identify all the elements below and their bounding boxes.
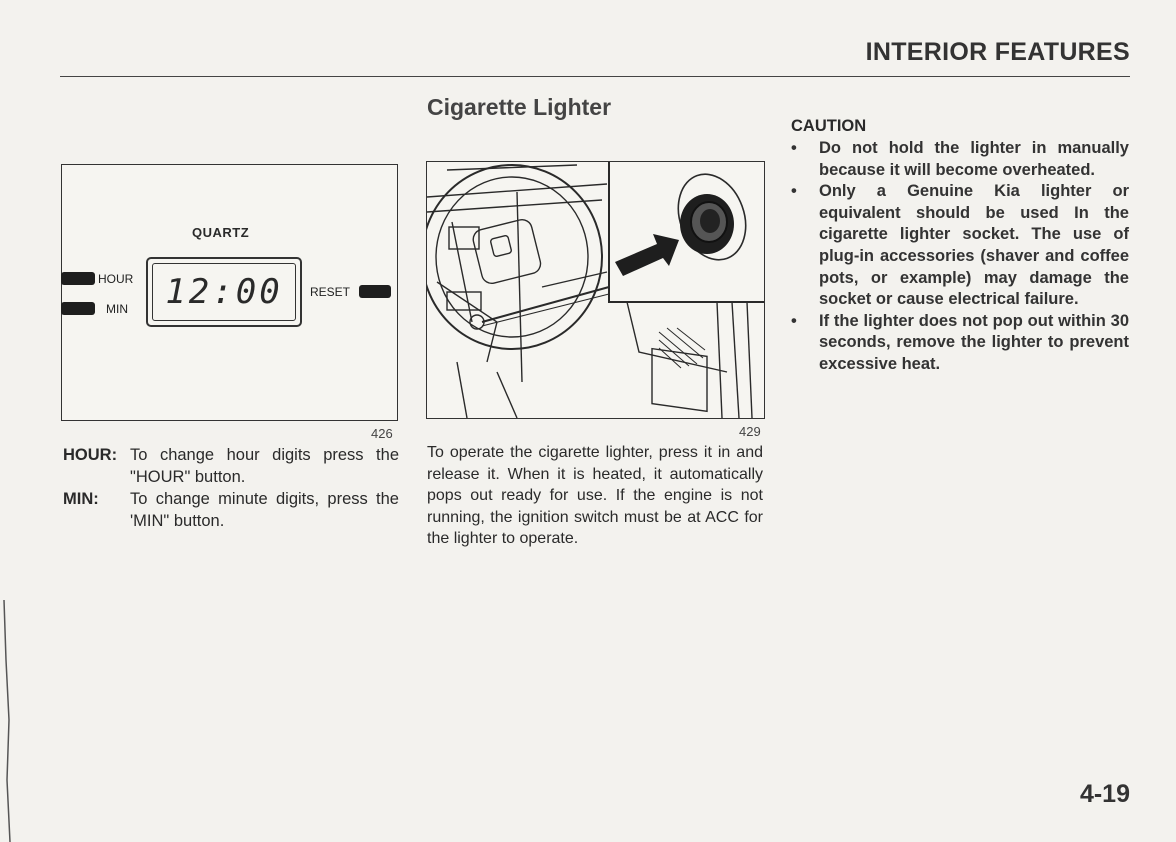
page-heading: Cigarette Lighter <box>427 94 612 120</box>
caution-list <box>791 138 1129 376</box>
lighter-illustration <box>426 161 765 419</box>
header-rule <box>60 76 1130 77</box>
caution-item <box>791 181 1129 311</box>
bullet-icon: • <box>791 139 797 157</box>
caution-item-text: If the lighter does not pop out within 30 seconds, remove the lighter to prevent excessive heat. <box>819 311 1129 373</box>
section-title: INTERIOR FEATURES <box>865 38 1130 66</box>
caution-item <box>791 311 1129 376</box>
definition-hour <box>63 444 399 488</box>
lighter-socket-icon <box>667 165 757 270</box>
lighter-figure-number: 429 <box>739 424 761 439</box>
lighter-instructions: To operate the cigarette lighter, press it in and release it. When it is heated, it automatically pops out ready for use. If the engine is not running, the ignition switch must be at ACC for the lighter to operate. <box>427 444 763 547</box>
definition-min <box>63 488 399 532</box>
arrow-icon <box>615 234 679 276</box>
bullet-icon: • <box>791 311 797 330</box>
reset-button-label: RESET <box>310 285 351 299</box>
definition-term: MIN: <box>63 490 99 508</box>
min-button-icon <box>61 302 95 315</box>
page-edge-shadow <box>0 600 14 842</box>
hour-button-label: HOUR <box>98 272 134 286</box>
hour-button-icon <box>61 272 95 285</box>
clock-button-definitions <box>63 444 399 532</box>
dashboard-drawing <box>427 162 764 418</box>
clock-illustration <box>61 164 398 421</box>
reset-button-icon <box>359 285 391 298</box>
bullet-icon: • <box>791 182 797 201</box>
caution-item <box>791 138 1129 181</box>
caution-title: CAUTION <box>791 117 867 135</box>
clock-brand-label: QUARTZ <box>192 225 250 240</box>
definition-term: HOUR: <box>63 446 118 464</box>
clock-time: 12:00 <box>152 263 296 321</box>
min-button-label: MIN <box>106 302 128 316</box>
caution-item-text: Do not hold the lighter in manually because it will become overheated. <box>819 139 1129 179</box>
caution-item-text: Only a Genuine Kia lighter or equivalent should be used In the cigarette lighter socket. The use of plug-in accessories (shaver and coffee pots, or example) may damage the socket or cause electrical failure. <box>819 182 1129 309</box>
clock-figure-number: 426 <box>371 426 393 441</box>
clock-display <box>146 257 302 327</box>
definition-text: To change hour digits press the "HOUR" button. <box>130 446 399 486</box>
page-number: 4-19 <box>1079 780 1130 808</box>
definition-text: To change minute digits, press the 'MIN" button. <box>130 490 399 530</box>
